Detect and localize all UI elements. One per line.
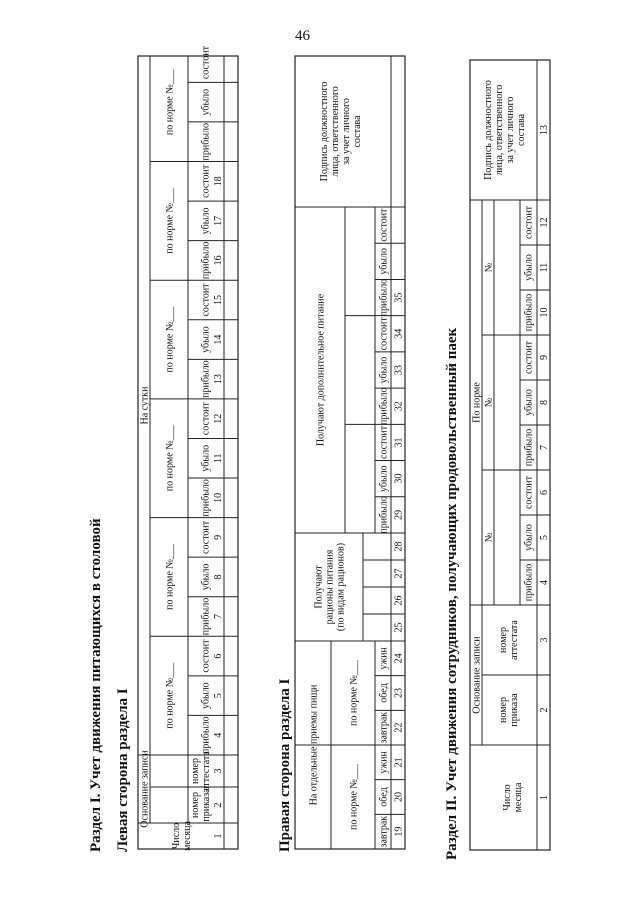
column-number: 4 [213, 732, 224, 738]
sub-header-present: состоит [200, 164, 212, 198]
column-number: 3 [539, 637, 550, 643]
sub-header-arrived: прибыло [200, 597, 212, 636]
column-number: 9 [539, 355, 550, 360]
norm-number-header: № [483, 397, 495, 408]
norm-header: по норме №___ [164, 306, 176, 373]
column-number: 28 [393, 541, 405, 552]
col-day-header: Числомесяца [502, 782, 524, 813]
column-number: 24 [393, 653, 405, 664]
section1-title: Раздел I. Учет движения питающихся в столовой [88, 518, 104, 852]
column-number: 11 [213, 453, 224, 464]
section2-table-block [470, 60, 550, 850]
sub-header-left: убыло [523, 254, 535, 281]
column-number: 33 [393, 365, 405, 375]
col-order-header: номерприказа [498, 693, 520, 727]
column-number: 13 [213, 374, 224, 385]
sub-header-arrived: прибыло [523, 428, 535, 467]
column-number: 8 [539, 400, 550, 405]
sub-header-left: убыло [523, 524, 535, 551]
column-number: 11 [539, 262, 550, 273]
norm-number-header: № [483, 532, 495, 543]
sub-header-arrived: прибыло [523, 563, 535, 602]
sub-header-left: убыло [200, 563, 212, 591]
sub-header-arrived: прибыло [200, 716, 212, 754]
right-table-block [295, 56, 405, 849]
column-number: 13 [539, 125, 550, 135]
sub-header-present: состоит [378, 425, 390, 459]
column-number: 5 [539, 535, 550, 540]
column-number: 32 [393, 401, 405, 412]
column-number: 19 [393, 826, 405, 837]
norm-number-header: № [483, 262, 495, 273]
column-number: 6 [213, 653, 224, 659]
sub-header-arrived: прибыло [378, 496, 390, 534]
section2-table [470, 60, 550, 850]
sub-header-left: убыло [523, 389, 535, 416]
column-number: 30 [393, 473, 405, 484]
section1-left-title: Левая сторона раздела I [115, 688, 131, 852]
column-number: 29 [393, 509, 405, 520]
column-number: 3 [213, 768, 224, 774]
norm-header: по норме №___ [164, 544, 176, 610]
col-rations-header: Получаютрационы питания(по видам рационов) [313, 542, 347, 632]
meal-header-breakfast: завтрак [378, 711, 390, 744]
sub-header-arrived: прибыло [200, 479, 212, 517]
sub-header-left: убыло [200, 326, 212, 353]
meal-header-lunch: обед [378, 683, 390, 703]
column-number: 20 [393, 792, 405, 802]
column-number: 21 [393, 757, 405, 768]
norm-header: по норме №___ [164, 425, 176, 492]
norm-header: по норме №___ [348, 764, 360, 830]
sub-header-arrived: прибыло [200, 360, 212, 398]
sub-header-left: убыло [378, 247, 390, 275]
column-number: 10 [539, 307, 550, 318]
column-number: 5 [213, 693, 224, 699]
sub-header-left: убыло [200, 682, 212, 709]
column-number: 26 [393, 595, 405, 606]
col-order-header: номерприказа [190, 788, 212, 822]
sub-header-present: состоит [200, 402, 212, 436]
col-cert-header: номераттестата [498, 620, 520, 660]
meal-header-lunch: обед [378, 787, 390, 807]
sub-header-arrived: прибыло [378, 278, 390, 317]
column-number: 23 [393, 688, 405, 698]
col-norm-header: По норме [471, 382, 483, 423]
norm-header: по норме №___ [348, 660, 360, 726]
right-side-table [295, 56, 405, 849]
column-number: 8 [213, 574, 224, 580]
norm-header: по норме №___ [164, 662, 176, 729]
column-number: 15 [213, 294, 224, 305]
col-signature-header: Подпись должностноголица, ответственногоза учет личногосостава [319, 81, 363, 182]
sub-header-arrived: прибыло [378, 387, 390, 425]
sub-header-left: убыло [378, 465, 390, 493]
column-number: 22 [393, 722, 405, 733]
sub-header-left: убыло [200, 444, 212, 472]
page-number: 46 [295, 28, 310, 44]
col-per-day-header: На сутки [139, 386, 151, 425]
section1-right-title: Правая сторона раздела I [277, 678, 293, 852]
column-number: 1 [213, 833, 224, 839]
sub-header-present: состоит [200, 520, 212, 554]
sub-header-arrived: прибыло [200, 122, 212, 161]
column-number: 6 [539, 490, 550, 495]
sub-header-arrived: прибыло [200, 241, 212, 280]
col-basis-header: Основание записи [471, 636, 483, 714]
col-cert-header: номераттестата [190, 751, 212, 791]
column-number: 7 [539, 445, 550, 450]
sub-header-present: состоит [378, 208, 390, 242]
sub-header-arrived: прибыло [523, 293, 535, 332]
sub-header-left: убыло [378, 356, 390, 384]
section2-title-block [437, 260, 465, 860]
column-number: 2 [539, 707, 550, 713]
section1-left-title-block [108, 552, 136, 852]
column-number: 18 [213, 176, 224, 187]
column-number: 4 [539, 580, 550, 585]
section1-right-title-block [270, 552, 298, 852]
column-number: 1 [539, 795, 550, 800]
col-basis-header: Основание записи [139, 750, 151, 828]
meal-header-dinner: ужин [378, 751, 390, 774]
column-number: 12 [539, 217, 550, 228]
sub-header-present: состоит [523, 340, 535, 375]
section1-title-block [80, 452, 110, 852]
norm-header: по норме №___ [164, 69, 176, 136]
sub-header-present: состоит [523, 205, 535, 240]
sub-header-left: убыло [200, 207, 212, 235]
column-number: 2 [213, 802, 224, 808]
sub-header-present: состоит [378, 317, 390, 351]
column-number: 34 [393, 328, 405, 339]
left-side-table [138, 46, 238, 851]
column-number: 16 [213, 255, 224, 266]
col-day-header: Числомесяца [171, 821, 193, 851]
sub-header-left: убыло [200, 88, 212, 116]
column-number: 9 [213, 534, 224, 540]
sub-header-present: состоит [523, 475, 535, 510]
column-number: 7 [213, 614, 224, 620]
column-number: 27 [393, 568, 405, 579]
col-extra-header: Получают дополнительное питание [315, 293, 327, 447]
column-number: 10 [213, 492, 224, 503]
column-number: 35 [393, 292, 405, 303]
col-signature-header: Подпись должностноголица, ответственногоза учет личногосостава [483, 80, 527, 180]
column-number: 31 [393, 437, 405, 448]
section2-title: Раздел II. Учет движения сотрудников, получающих продовольственный паек [444, 327, 460, 860]
meal-header-breakfast: завтрак [378, 815, 390, 848]
sub-header-present: состоит [200, 46, 212, 80]
left-table-block [138, 46, 238, 851]
sub-header-present: состоит [200, 639, 212, 673]
meal-header-dinner: ужин [378, 647, 390, 670]
norm-header: по норме №___ [164, 187, 176, 254]
col-meals-header: На отдельные приемы пищи [308, 684, 320, 806]
sub-header-present: состоит [200, 283, 212, 317]
column-number: 14 [213, 334, 224, 345]
column-number: 12 [213, 413, 224, 424]
column-number: 17 [213, 215, 224, 226]
column-number: 25 [393, 622, 405, 633]
